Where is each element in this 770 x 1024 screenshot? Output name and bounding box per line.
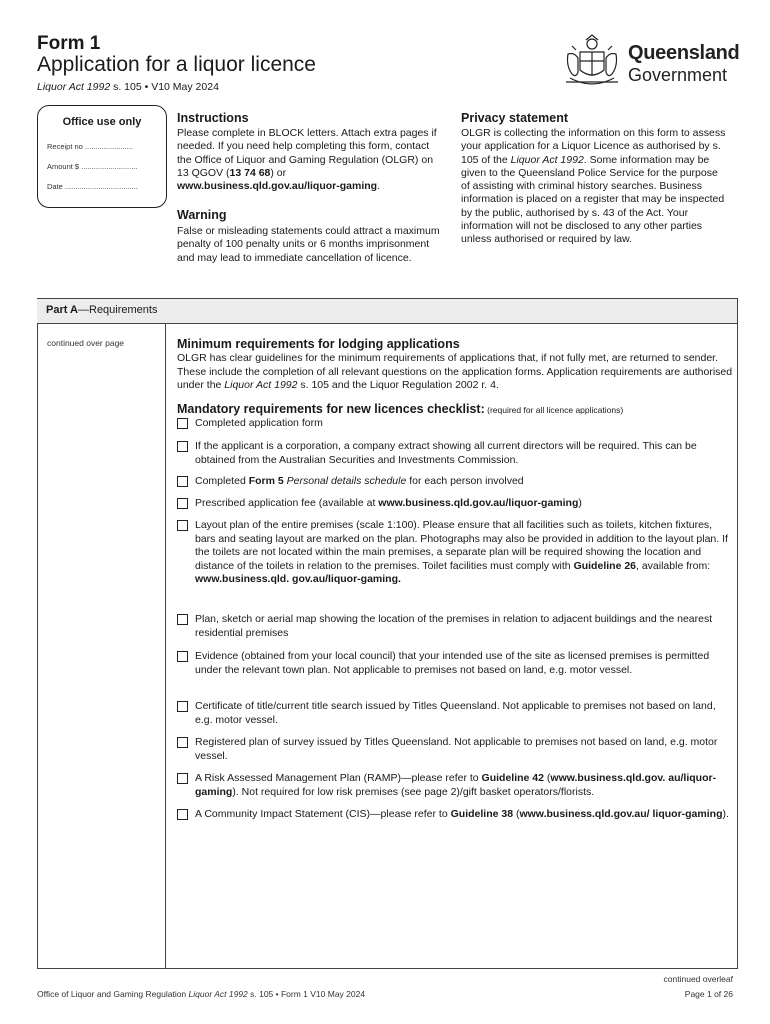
frame-left-divider <box>37 324 38 969</box>
footer-form-version: s. 105 • Form 1 V10 May 2024 <box>247 989 366 999</box>
footer-org: Office of Liquor and Gaming Regulation <box>37 989 189 999</box>
checklist-item-cis <box>177 808 733 822</box>
privacy-text-2: . Some information may be given to the Queensland Police Service for the purpose of assisting with criminal history searches. Business information is placed on a register that may be inspected by the public, authorised by s. 43 of the Act. Your information will not be disclosed to any other parties unless authorised or required by law. <box>461 153 725 246</box>
i11-text-a: A Community Impact Statement (CIS)—please refer to <box>195 808 451 820</box>
cis-url-link[interactable]: www.business.qld.gov.au/ liquor-gaming <box>519 808 723 820</box>
checkbox[interactable] <box>177 773 188 784</box>
checklist-item-title-certificate <box>177 700 733 727</box>
checklist-item-text: Completed application form <box>195 417 323 429</box>
checklist-heading <box>177 402 623 416</box>
i4-text-a: Prescribed application fee (available at <box>195 497 379 509</box>
act-name: Liquor Act 1992 <box>37 81 111 93</box>
form5-reference: Form 5 <box>248 475 284 487</box>
footer-act: Liquor Act 1992 <box>188 989 248 999</box>
checklist-item-text <box>195 475 733 489</box>
page-number: Page 1 of 26 <box>684 989 733 999</box>
checklist-item-text <box>195 772 733 799</box>
checklist-item-text: Plan, sketch or aerial map showing the location of the premises in relation to adjacent buildings and the nearest residential premises <box>195 613 713 639</box>
checkbox[interactable] <box>177 441 188 452</box>
checkbox[interactable] <box>177 614 188 625</box>
coat-of-arms-icon <box>562 34 622 90</box>
checklist-item-company-extract <box>177 440 733 467</box>
min-requirements-act: Liquor Act 1992 <box>224 379 298 391</box>
instructions-text-3: . <box>377 180 381 193</box>
checkbox[interactable] <box>177 476 188 487</box>
checklist-item-text: Certificate of title/current title search issued by Titles Queensland. Not applicable to premises not based on land, e.g. motor vessel. <box>195 700 716 726</box>
logo-sub: Government <box>628 65 728 85</box>
checkbox[interactable] <box>177 701 188 712</box>
fee-url-link[interactable]: www.business.qld.gov.au/liquor-gaming <box>378 497 579 509</box>
frame-right-divider <box>737 298 738 969</box>
form-subtitle <box>37 81 219 93</box>
privacy-text-1: OLGR is collecting the information on this form to assess your application for a Liquor Licence as authorised by s. 105 of the <box>461 127 726 166</box>
frame-column-divider <box>165 324 166 969</box>
olgr-url-link[interactable]: www.business.qld.gov.au/liquor-gaming <box>177 180 378 193</box>
checklist-item-location-map <box>177 613 733 640</box>
min-requirements-heading: Minimum requirements for lodging applications <box>177 337 460 351</box>
checkbox[interactable] <box>177 418 188 429</box>
guideline-42-reference: Guideline 42 <box>481 772 544 784</box>
i3-text-a: Completed <box>195 475 249 487</box>
checkbox[interactable] <box>177 651 188 662</box>
guideline-26-reference: Guideline 26 <box>573 559 636 572</box>
queensland-government-logo <box>562 34 740 90</box>
instructions-text-1: Please complete in BLOCK letters. Attach extra pages if needed. If you need help completing this form, contact the Office of Liquor and Gaming Regulation (OLGR) on 13 QGOV ( <box>177 127 437 179</box>
checklist-item-form5 <box>177 475 733 489</box>
layout-url-link[interactable]: www.business.qld. gov.au/liquor-gaming. <box>195 573 401 586</box>
olgr-phone: 13 74 68 <box>229 166 271 179</box>
min-requirements-text-2: s. 105 and the Liquor Regulation 2002 r. 4. <box>297 379 499 391</box>
checklist-item-council-evidence <box>177 650 733 677</box>
instructions-text-2: ) or <box>270 166 287 179</box>
part-a-label-bold: Part A <box>46 304 78 316</box>
checkbox[interactable] <box>177 809 188 820</box>
checklist-item-survey-plan <box>177 736 733 763</box>
checkbox[interactable] <box>177 737 188 748</box>
part-a-label-rest: —Requirements <box>78 304 158 316</box>
i10-text-e: ). Not required for low risk premises (see page 2)/gift basket operators/florists. <box>232 785 595 798</box>
i10-text-c: ( <box>543 772 551 784</box>
checklist-item-text: Registered plan of survey issued by Titles Queensland. Not applicable to premises not based on land, e.g. motor vessel. <box>195 736 718 762</box>
checklist-item-ramp <box>177 772 733 799</box>
checkbox[interactable] <box>177 498 188 509</box>
checklist-item-text <box>195 497 733 511</box>
warning-text: False or misleading statements could attract a maximum penalty of 100 penalty units or 6 months imprisonment and may lead to immediate cancellation of licence. <box>177 225 440 264</box>
privacy-act: Liquor Act 1992 <box>510 153 584 166</box>
i5-text-c: , available from: <box>636 559 711 572</box>
footer-left <box>37 989 365 999</box>
continued-overleaf: continued overleaf <box>663 974 733 984</box>
instructions-heading: Instructions <box>177 111 249 125</box>
amount-field: Amount $ ........................... <box>47 162 138 171</box>
checklist-note: (required for all licence applications) <box>484 405 624 415</box>
date-field: Date ................................... <box>47 182 138 191</box>
i11-text-e: ). <box>722 808 729 820</box>
part-a-label <box>46 304 157 316</box>
logo-name: Queensland <box>628 42 740 64</box>
min-requirements-text-1: OLGR has clear guidelines for the minimum requirements of applications that, if not fully met, are returned to sender. These include the completion of all relevant questions on the application forms. Application requirements are authorised under the <box>177 352 733 391</box>
privacy-text <box>461 127 729 247</box>
continued-over-page: continued over page <box>47 338 125 348</box>
checklist-item-application-fee <box>177 497 733 511</box>
receipt-number-field: Receipt no ....................... <box>47 142 133 151</box>
act-section: s. 105 • V10 May 2024 <box>110 81 219 93</box>
frame-bottom-divider <box>37 968 737 969</box>
instructions-text <box>177 127 441 193</box>
privacy-heading: Privacy statement <box>461 111 569 125</box>
checklist-item-application-form <box>177 417 733 431</box>
guideline-38-reference: Guideline 38 <box>450 808 514 820</box>
form5-title: Personal details schedule <box>286 475 407 487</box>
i5-text-a: Layout plan of the entire premises (scale 1:100). Please ensure that all facilities such as toilets, kitchen fixtures, bars and seating layout are marked on the plan. Photographs may also be provided in addition to the layout plan. If the toilets are not located within the main premises, a separate plan will be required showing the location and distance of the toilets in relation to the premises. Toilet facilities must comply with <box>195 519 728 572</box>
checklist-item-text: Evidence (obtained from your local council) that your intended use of the site as licensed premises is permitted under the relevant town plan. Not applicable to premises not based on land, e.g. motor vessel. <box>195 650 710 676</box>
warning-heading: Warning <box>177 208 227 222</box>
checkbox[interactable] <box>177 520 188 531</box>
office-use-box <box>37 105 167 208</box>
office-use-title: Office use only <box>62 116 142 128</box>
form-number: Form 1 <box>37 33 101 54</box>
checklist-item-text <box>195 519 733 587</box>
part-a-header <box>37 298 737 324</box>
i4-text-c: ) <box>578 497 582 509</box>
min-requirements-text <box>177 352 733 393</box>
page-title: Application for a liquor licence <box>37 53 316 76</box>
ramp-url-link[interactable]: www.business.qld.gov. au/liquor-gaming <box>195 772 717 798</box>
i11-text-c: ( <box>513 808 520 820</box>
checklist-item-text <box>195 808 733 822</box>
checklist-item-layout-plan <box>177 519 733 587</box>
i3-text-d: for each person involved <box>406 475 524 487</box>
checklist-item-text: If the applicant is a corporation, a company extract showing all current directors will be required. This can be obtained from the Australian Securities and Investments Commission. <box>195 440 697 466</box>
i10-text-a: A Risk Assessed Management Plan (RAMP)—please refer to <box>195 772 482 784</box>
checklist-heading-text: Mandatory requirements for new licences checklist: <box>177 402 485 416</box>
